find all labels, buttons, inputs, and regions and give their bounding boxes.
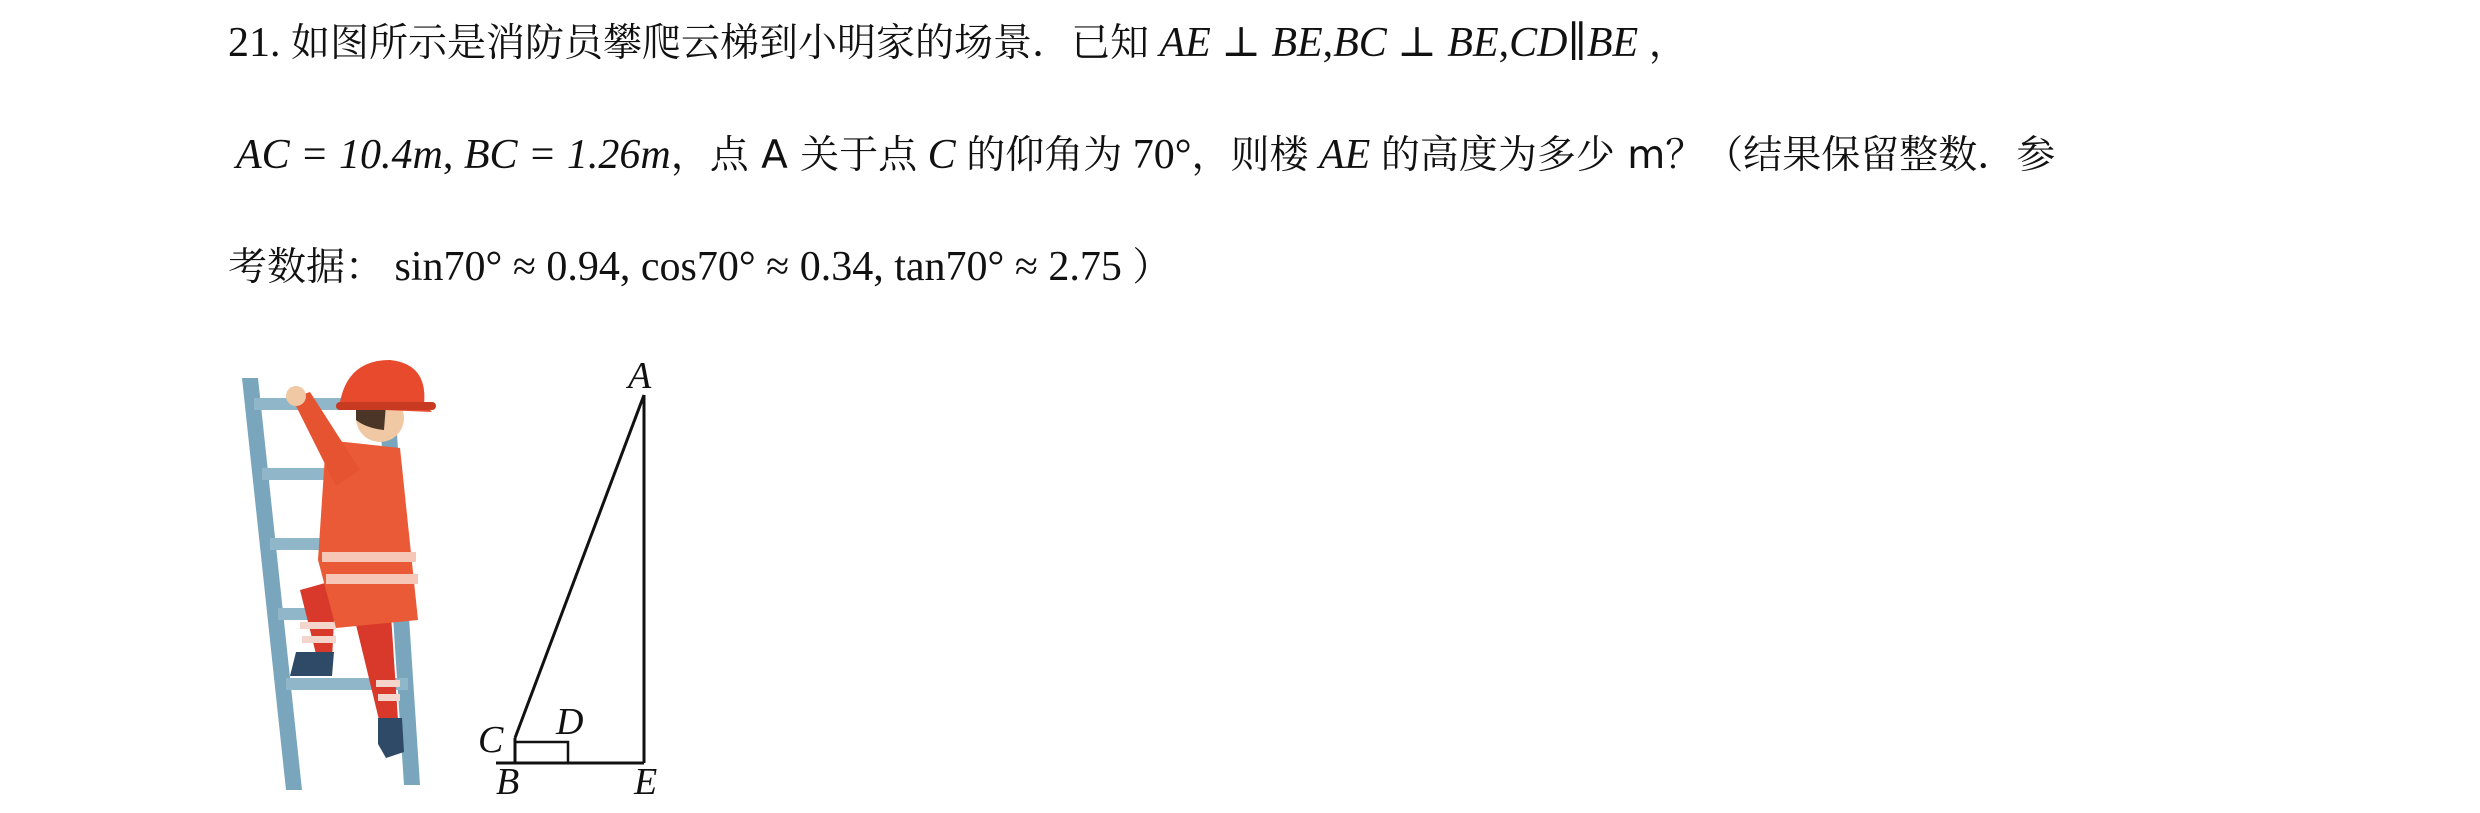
label-a: A xyxy=(628,355,652,397)
point-text-3: ，则楼 xyxy=(1191,133,1309,178)
point-c: C xyxy=(927,132,956,178)
firefighter-hand xyxy=(286,386,306,406)
question-line-1: 21. 如图所示是消防员攀爬云梯到小明家的场景．已知 AE ⊥ BE,BC ⊥ BE,CD∥BE ， xyxy=(228,20,1688,66)
ref-prefix: 考数据： xyxy=(228,245,385,290)
boot-left xyxy=(290,652,334,676)
question-intro: 如图所示是消防员攀爬云梯到小明家的场景．已知 xyxy=(291,21,1150,66)
point-text-4: 的高度为多少 m？（结果保留整数．参 xyxy=(1380,133,2056,178)
question-number: 21. xyxy=(228,20,281,66)
ref-suffix: ） xyxy=(1132,245,1172,290)
angle-value: 70° xyxy=(1132,132,1192,178)
ac-value: AC = 10.4m xyxy=(236,132,443,178)
line1-comma: ， xyxy=(1648,21,1688,66)
segment-ac xyxy=(515,395,644,738)
given-parallel: CD∥BE xyxy=(1509,20,1639,66)
question-line-2: AC = 10.4m, BC = 1.26m，点 A 关于点 C 的仰角为 70°，则楼 AE 的高度为多少 m？（结果保留整数．参 xyxy=(236,132,2056,178)
given-perp-2: BC ⊥ BE xyxy=(1333,20,1499,66)
boot-right xyxy=(378,718,404,758)
ae-label: AE xyxy=(1319,132,1371,178)
ref-values: sin70° ≈ 0.94, cos70° ≈ 0.34, tan70° ≈ 2.75 xyxy=(394,244,1122,290)
label-b: B xyxy=(496,761,520,803)
ladder-rail-left xyxy=(242,378,302,790)
segment-cd-marker xyxy=(515,742,568,763)
label-e: E xyxy=(634,761,658,803)
label-c: C xyxy=(478,719,504,761)
firefighter-illustration xyxy=(242,360,436,790)
point-text-1: ，点 A 关于点 xyxy=(670,133,918,178)
bc-value: BC = 1.26m xyxy=(463,132,671,178)
given-perp-1: AE ⊥ BE xyxy=(1159,20,1323,66)
label-d: D xyxy=(556,701,584,743)
point-text-2: 的仰角为 xyxy=(966,133,1123,178)
geometry-diagram xyxy=(478,355,657,803)
